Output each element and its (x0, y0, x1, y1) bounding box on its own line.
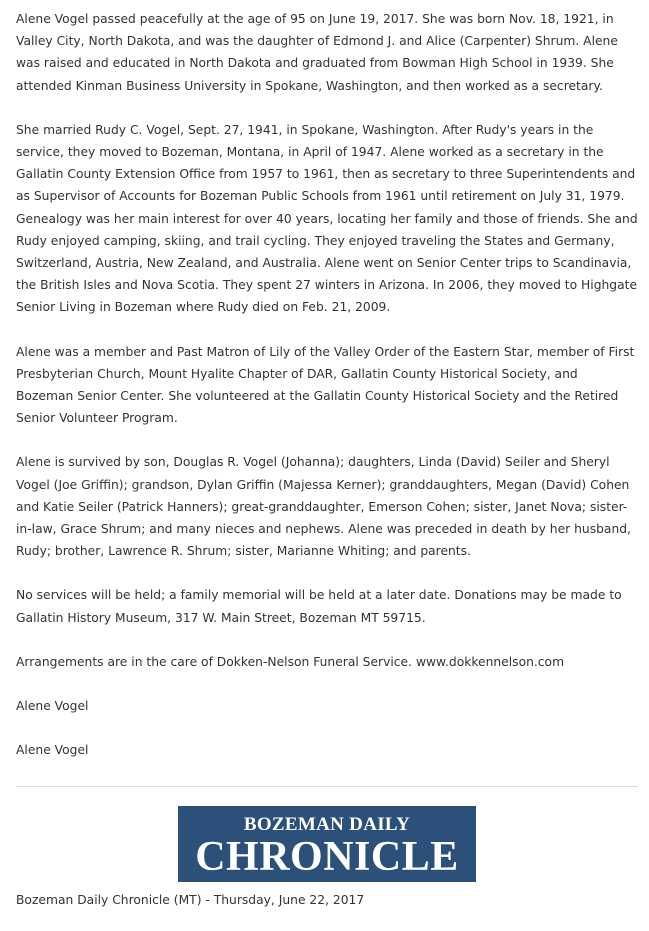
logo-line-top: BOZEMAN DAILY (243, 814, 411, 835)
obituary-body (16, 8, 638, 783)
obituary-name-line: Alene Vogel (16, 742, 89, 757)
obituary-paragraph-intro: Alene Vogel passed peacefully at the age of 95 on June 19, 2017. She was born Nov. 18, 1921, in Valley City, North Dakota, and was the daughter of Edmond J. and Alice (Carpenter) Shrum. Alene was raised and educated in North Dakota and graduated from Bowman High School in 1939. She attended Kinman Business University in Spokane, Washington, and then worked as a secretary. (16, 12, 618, 93)
obituary-paragraph-marriage: She married Rudy C. Vogel, Sept. 27, 1941, in Spokane, Washington. After Rudy's years in the service, they moved to Bozeman, Montana, in April of 1947. Alene worked as a secretary in the Gallatin County Extension Office from 1957 to 1961, then as secretary to three Superintendents and as Supervisor of Accounts for Bozeman Public Schools from 1961 until retirement on July 31, 1979. Genealogy was her main interest for over 40 years, locating her family and those of friends. She and Rudy enjoyed camping, skiing, and trail cycling. They enjoyed traveling the States and Germany, Switzerland, Austria, New Zealand, and Australia. Alene went on Senior Center trips to Scandinavia, the British Isles and Nova Scotia. They spent 27 winters in Arizona. In 2006, they moved to Highgate Senior Living in Bozeman where Rudy died on Feb. 21, 2009. (16, 122, 638, 315)
logo-line-bottom: CHRONICLE (195, 834, 459, 880)
section-divider (16, 786, 638, 787)
obituary-paragraph-survivors: Alene is survived by son, Douglas R. Vogel (Johanna); daughters, Linda (David) Seiler and Sheryl Vogel (Joe Griffin); grandson, Dylan Griffin (Majessa Kerner); granddaughters, Megan (David) Cohen and Katie Seiler (Patrick Hanners); great-granddaughter, Emerson Cohen; sister, Janet Nova; sister-in-law, Grace Shrum; and many nieces and nephews. Alene was preceded in death by her husband, Rudy; brother, Lawrence R. Shrum; sister, Marianne Whiting; and parents. (16, 455, 631, 559)
obituary-name-line: Alene Vogel (16, 698, 89, 713)
obituary-paragraph-services: No services will be held; a family memorial will be held at a later date. Donations may be made to Gallatin History Museum, 317 W. Main Street, Bozeman MT 59715. (16, 588, 622, 625)
newspaper-logo (178, 806, 476, 882)
obituary-paragraph-memberships: Alene was a member and Past Matron of Lily of the Valley Order of the Eastern Star, member of First Presbyterian Church, Mount Hyalite Chapter of DAR, Gallatin County Historical Society, and Bozeman Senior Center. She volunteered at the Gallatin County Historical Society and the Retired Senior Volunteer Program. (16, 344, 635, 426)
obituary-paragraph-arrangements: Arrangements are in the care of Dokken-Nelson Funeral Service. www.dokkennelson.com (16, 654, 565, 669)
source-citation: Bozeman Daily Chronicle (MT) - Thursday, June 22, 2017 (16, 893, 365, 907)
